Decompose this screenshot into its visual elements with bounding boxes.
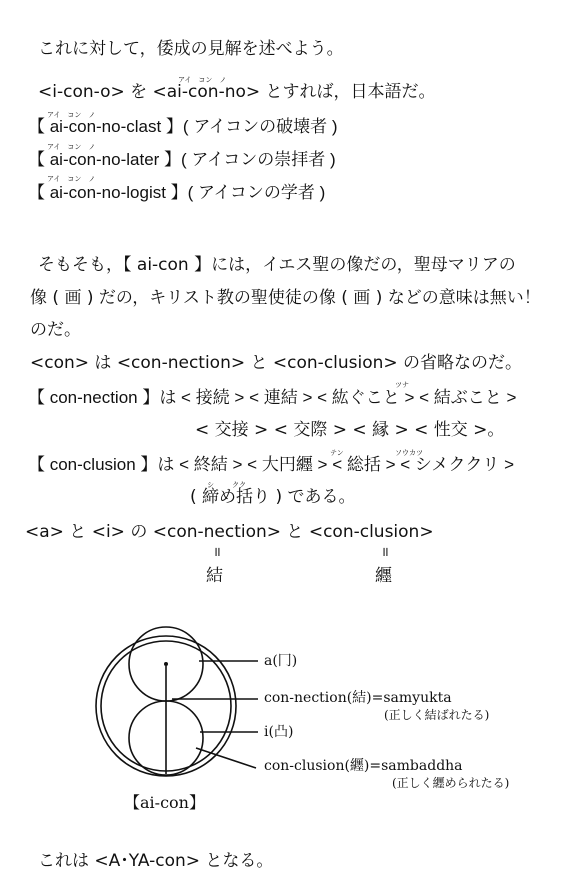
center-dot bbox=[164, 662, 168, 666]
ruby-logist: アイ コン ノ bbox=[47, 175, 96, 183]
text-line-10: 【 con-nection 】は < 接続 > < 連結 > < 紘ぐこと > < 結ぶこと > bbox=[28, 388, 517, 407]
kanji-ten: 纒 bbox=[375, 566, 392, 586]
label-conclusion: con-clusion(纒)=sambaddha bbox=[264, 758, 463, 774]
text-line-clast: 【 ai-con-no-clast 】( アイコンの破壊者 ) bbox=[28, 117, 338, 136]
text-line-9: <con> は <con-nection> と <con-clusion> の省略なのだ。 bbox=[30, 353, 523, 373]
ruby-kuku: クク bbox=[232, 481, 246, 489]
label-i: i(凸) bbox=[264, 724, 294, 740]
figure-title: 【ai-con】 bbox=[124, 793, 205, 812]
text-line-13: ( 締め括り ) である。 bbox=[190, 487, 356, 507]
kanji-ketsu: 結 bbox=[206, 566, 223, 586]
label-a: a(冂) bbox=[264, 653, 298, 669]
ruby-shi: シ bbox=[207, 481, 214, 489]
label-conclusion-note: (正しく纒められたる) bbox=[392, 776, 510, 790]
ruby-clast: アイ コン ノ bbox=[47, 111, 96, 119]
text-line-6: そもそも，【 ai-con 】には，イエス聖の像だの，聖母マリアの bbox=[38, 255, 516, 275]
label-connection-note: (正しく結ばれたる) bbox=[384, 708, 490, 722]
text-line-last: これは <A･YA-con> となる。 bbox=[38, 851, 274, 871]
text-line-later: 【 ai-con-no-later 】( アイコンの崇拝者 ) bbox=[28, 150, 336, 169]
text-line-1: これに対して，倭成の見解を述べよう。 bbox=[38, 39, 344, 59]
ruby-later: アイ コン ノ bbox=[47, 143, 96, 151]
text-line-8: のだ。 bbox=[30, 320, 81, 340]
ruby-ai-con-no: アイ コン ノ bbox=[178, 76, 227, 84]
text-line-2: <i-con-o> を <ai-con-no> とすれば，日本語だ。 bbox=[38, 82, 436, 102]
equal-mark-2: ॥ bbox=[381, 545, 389, 560]
text-line-12: 【 con-clusion 】は < 終結 > < 大円纒 > < 総括 > < シメククリ > bbox=[28, 455, 515, 474]
ruby-tsuna: ツナ bbox=[395, 381, 409, 389]
text-line-logist: 【 ai-con-no-logist 】( アイコンの学者 ) bbox=[28, 183, 326, 202]
ruby-ten: テン bbox=[330, 449, 344, 457]
ruby-soukatsu: ソウカツ bbox=[395, 449, 423, 457]
text-line-11: < 交接 > < 交際 > < 縁 > < 性交 >。 bbox=[195, 420, 505, 440]
text-line-7: 像 ( 画 ) だの，キリスト教の聖使徒の像 ( 画 ) などの意味は無い！ bbox=[30, 288, 541, 308]
equal-mark-1: ॥ bbox=[213, 545, 221, 560]
text-line-14: <a> と <i> の <con-nection> と <con-clusion> bbox=[25, 522, 434, 542]
label-connection: con-nection(結)=samyukta bbox=[264, 690, 452, 706]
